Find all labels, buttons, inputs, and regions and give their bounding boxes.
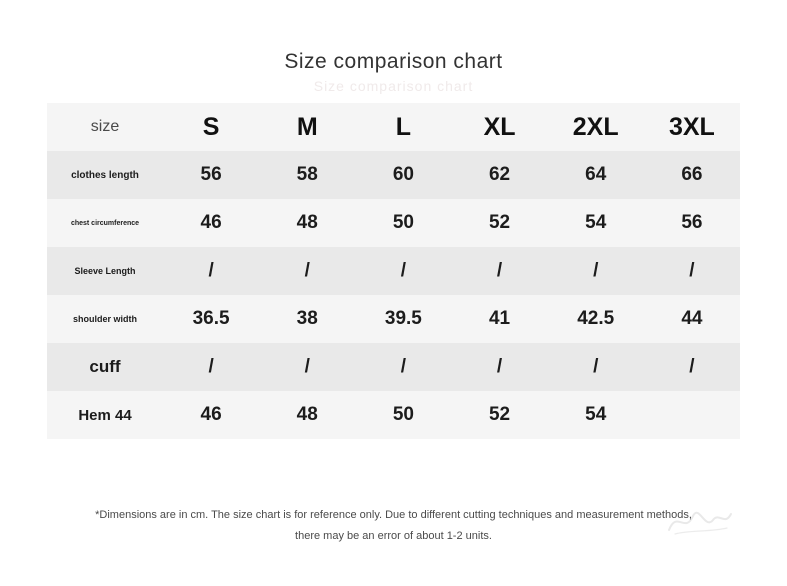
row-label-shoulder-width: shoulder width bbox=[47, 295, 163, 343]
table-row bbox=[47, 103, 740, 151]
size-table-container bbox=[47, 103, 740, 439]
cell-chest-3xl: 56 bbox=[644, 199, 740, 247]
size-table bbox=[47, 103, 740, 439]
row-label-cuff: cuff bbox=[47, 343, 163, 391]
cell-cuff-xl: / bbox=[451, 343, 547, 391]
cell-hem-xl: 50 bbox=[355, 391, 451, 439]
cell-shoulder-2xl: 42.5 bbox=[548, 295, 644, 343]
cell-chest-xl: 52 bbox=[451, 199, 547, 247]
cell-sleeve-l: / bbox=[355, 247, 451, 295]
cell-clothes-length-l: 60 bbox=[355, 151, 451, 199]
table-row bbox=[47, 391, 740, 439]
cell-shoulder-s: 36.5 bbox=[163, 295, 259, 343]
cell-chest-s: 46 bbox=[163, 199, 259, 247]
cell-clothes-length-2xl: 64 bbox=[548, 151, 644, 199]
row-label-sleeve-length: Sleeve Length bbox=[47, 247, 163, 295]
cell-sleeve-2xl: / bbox=[548, 247, 644, 295]
table-row bbox=[47, 199, 740, 247]
row-label-size: size bbox=[47, 103, 163, 151]
cell-hem-l: 48 bbox=[259, 391, 355, 439]
cell-cuff-3xl: / bbox=[644, 343, 740, 391]
cell-chest-l: 50 bbox=[355, 199, 451, 247]
table-row bbox=[47, 151, 740, 199]
cell-sleeve-xl: / bbox=[451, 247, 547, 295]
disclaimer-line-2: there may be an error of about 1-2 units. bbox=[295, 529, 492, 542]
cell-cuff-l: / bbox=[355, 343, 451, 391]
cell-clothes-length-3xl: 66 bbox=[644, 151, 740, 199]
cell-cuff-m: / bbox=[259, 343, 355, 391]
table-row bbox=[47, 295, 740, 343]
table-row bbox=[47, 247, 740, 295]
ghost-title-watermark: Size comparison chart bbox=[313, 78, 474, 94]
cell-sleeve-m: / bbox=[259, 247, 355, 295]
cell-shoulder-l: 39.5 bbox=[355, 295, 451, 343]
disclaimer-note bbox=[0, 505, 787, 547]
row-label-hem: Hem 44 bbox=[47, 391, 163, 439]
cell-chest-2xl: 54 bbox=[548, 199, 644, 247]
header-cell-s: S bbox=[163, 103, 259, 151]
cell-shoulder-xl: 41 bbox=[451, 295, 547, 343]
cell-chest-m: 48 bbox=[259, 199, 355, 247]
cell-clothes-length-s: 56 bbox=[163, 151, 259, 199]
cell-clothes-length-xl: 62 bbox=[451, 151, 547, 199]
cell-cuff-2xl: / bbox=[548, 343, 644, 391]
header-cell-xl: XL bbox=[451, 103, 547, 151]
cell-sleeve-3xl: / bbox=[644, 247, 740, 295]
row-label-clothes-length: clothes length bbox=[47, 151, 163, 199]
header-cell-m: M bbox=[259, 103, 355, 151]
disclaimer-line-1: *Dimensions are in cm. The size chart is for reference only. Due to different cutting techniques and measurement methods, bbox=[95, 509, 692, 521]
cell-cuff-s: / bbox=[163, 343, 259, 391]
cell-hem-empty bbox=[644, 391, 740, 439]
header-cell-2xl: 2XL bbox=[548, 103, 644, 151]
cell-hem-m: 46 bbox=[163, 391, 259, 439]
cell-hem-3xl: 54 bbox=[548, 391, 644, 439]
header-cell-l: L bbox=[355, 103, 451, 151]
cell-sleeve-s: / bbox=[163, 247, 259, 295]
cell-clothes-length-m: 58 bbox=[259, 151, 355, 199]
row-label-chest-circumference: chest circumference bbox=[47, 199, 163, 247]
cell-shoulder-m: 38 bbox=[259, 295, 355, 343]
cell-hem-2xl: 52 bbox=[451, 391, 547, 439]
page-title: Size comparison chart bbox=[284, 50, 503, 73]
header-cell-3xl: 3XL bbox=[644, 103, 740, 151]
cell-shoulder-3xl: 44 bbox=[644, 295, 740, 343]
table-row bbox=[47, 343, 740, 391]
